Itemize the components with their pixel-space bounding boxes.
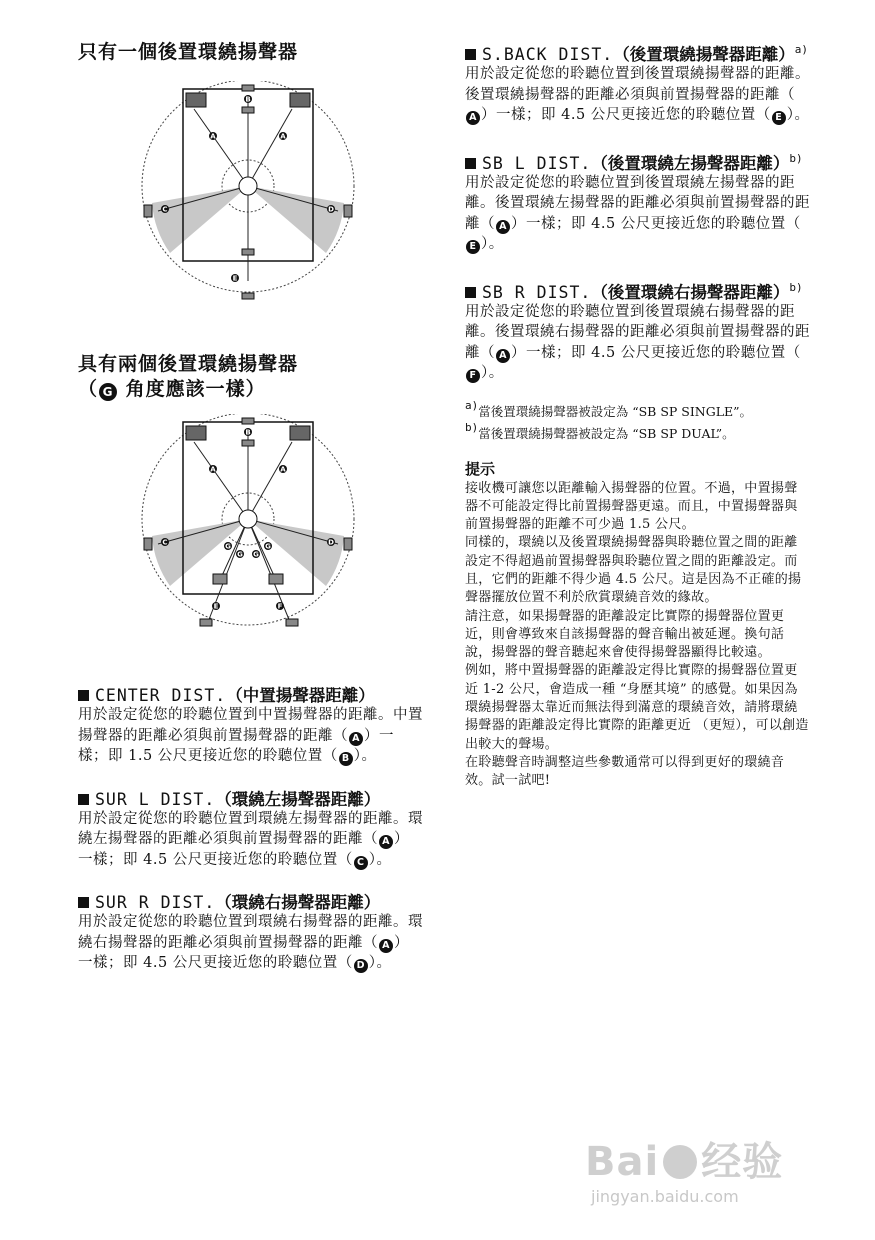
- svg-text:A: A: [280, 132, 286, 141]
- right-column: [465, 40, 810, 791]
- footnote-a: a)當後置環繞揚聲器被設定為 “SB SP SINGLE”。: [465, 398, 753, 419]
- setting-section: [78, 686, 423, 767]
- badge-icon: B: [339, 752, 353, 766]
- square-bullet-icon: [78, 897, 89, 908]
- svg-text:B: B: [245, 428, 251, 437]
- setting-description: 用於設定從您的聆聽位置到環繞左揚聲器的距離。環繞左揚聲器的距離必須與前置揚聲器的距離（ A ）一樣；即 4.5 公尺更接近您的聆聽位置（ C ）。: [78, 810, 423, 868]
- svg-text:E: E: [213, 602, 219, 611]
- badge-icon: E: [466, 240, 480, 254]
- svg-text:A: A: [210, 132, 216, 141]
- badge-icon: A: [496, 349, 510, 363]
- svg-text:G: G: [225, 542, 231, 551]
- setting-description: 用於設定從您的聆聽位置到後置環繞左揚聲器的距離。後置環繞左揚聲器的距離必須與前置揚聲器的距離（ A ）一樣；即 4.5 公尺更接近您的聆聽位置（E ）。: [465, 174, 810, 252]
- badge-icon: E: [772, 111, 786, 125]
- badge-icon: A: [496, 220, 510, 234]
- footnote-b: b)當後置環繞揚聲器被設定為 “SB SP DUAL”。: [465, 420, 735, 441]
- right-sections: [465, 40, 810, 384]
- baidu-watermark: Bai 经验 jingyan.baidu.com: [585, 1139, 784, 1206]
- svg-text:G: G: [237, 550, 243, 559]
- tip-paragraph: 例如，將中置揚聲器的距離設定得比實際的揚聲器位置更近 1-2 公尺，會造成一種 “身歷其境” 的感覺。如果因為環繞揚聲器太靠近而無法得到滿意的環繞音效，請將環繞揚聲器的距離設定得比實際的距離更近 （更短），可以創造出較大的聲場。: [465, 663, 809, 752]
- svg-text:A: A: [210, 465, 216, 474]
- setting-heading: S.BACK DIST.（後置環繞揚聲器距離）$^{a)}$: [465, 40, 810, 64]
- svg-text:C: C: [162, 538, 168, 547]
- setting-description: 用於設定從您的聆聽位置到後置環繞揚聲器的距離。後置環繞揚聲器的距離必須與前置揚聲器的距離（A ）一樣；即 4.5 公尺更接近您的聆聽位置（ E ）。: [465, 66, 810, 123]
- badge-g-icon: G: [99, 383, 117, 401]
- badge-icon: A: [466, 111, 480, 125]
- square-bullet-icon: [465, 158, 476, 169]
- setting-description: 用於設定從您的聆聽位置到中置揚聲器的距離。中置揚聲器的距離必須與前置揚聲器的距離（ A ）一樣；即 1.5 公尺更接近您的聆聽位置（ B ）。: [78, 707, 423, 764]
- square-bullet-icon: [78, 794, 89, 805]
- setting-section: [465, 40, 810, 126]
- square-bullet-icon: [78, 690, 89, 701]
- tip-paragraph: 請注意，如果揚聲器的距離設定比實際的揚聲器位置更近，則會導致來自該揚聲器的聲音輸出被延遲。換句話說，揚聲器的聲音聽起來會使得揚聲器顯得比較遠。: [465, 608, 785, 661]
- tips-heading: 提示: [465, 459, 496, 478]
- svg-text:D: D: [328, 205, 334, 214]
- setting-section: [78, 893, 423, 974]
- badge-icon: A: [379, 835, 393, 849]
- badge-icon: A: [349, 732, 363, 746]
- setting-section: [78, 790, 423, 871]
- paw-icon: [663, 1145, 697, 1179]
- square-bullet-icon: [465, 287, 476, 298]
- badge-icon: D: [354, 959, 368, 973]
- badge-icon: A: [379, 939, 393, 953]
- footnotes: [465, 398, 810, 442]
- single-back-title: 只有一個後置環繞揚聲器: [78, 41, 299, 63]
- square-bullet-icon: [465, 49, 476, 60]
- dual-back-diagram: [140, 414, 355, 644]
- badge-icon: F: [466, 369, 480, 383]
- setting-section: [465, 278, 810, 384]
- dual-back-title: 具有兩個後置環繞揚聲器 （ G 角度應該一樣）: [78, 353, 299, 400]
- setting-heading: SUR L DIST.（環繞左揚聲器距離）: [78, 790, 423, 809]
- setting-heading: SB R DIST.（後置環繞右揚聲器距離）$^{b)}$: [465, 278, 810, 302]
- tip-paragraph: 同樣的，環繞以及後置環繞揚聲器與聆聽位置之間的距離設定不得超過前置揚聲器與聆聽位置之間的距離設定。而且，它們的距離不得少過 4.5 公尺。這是因為不正確的揚聲器擺放位置不利於欣賞環繞音效的緣故。: [465, 535, 802, 606]
- setting-description: 用於設定從您的聆聽位置到環繞右揚聲器的距離。環繞右揚聲器的距離必須與前置揚聲器的距離（ A ）一樣；即 4.5 公尺更接近您的聆聽位置（ D ）。: [78, 914, 423, 971]
- setting-description: 用於設定從您的聆聽位置到後置環繞右揚聲器的距離。後置環繞右揚聲器的距離必須與前置揚聲器的距離（ A ）一樣；即 4.5 公尺更接近您的聆聽位置（F ）。: [465, 303, 810, 381]
- tips-block: [465, 458, 810, 791]
- badge-icon: C: [354, 856, 368, 870]
- svg-text:A: A: [280, 465, 286, 474]
- left-column: [78, 40, 423, 974]
- left-sections: [78, 686, 423, 974]
- svg-text:B: B: [245, 95, 251, 104]
- svg-text:E: E: [232, 274, 238, 283]
- setting-heading: SB L DIST.（後置環繞左揚聲器距離）$^{b)}$: [465, 149, 810, 173]
- setting-heading: CENTER DIST.（中置揚聲器距離）: [78, 686, 423, 705]
- svg-text:G: G: [253, 550, 259, 559]
- svg-text:C: C: [162, 205, 168, 214]
- setting-heading: SUR R DIST.（環繞右揚聲器距離）: [78, 893, 423, 912]
- tip-paragraph: 接收機可讓您以距離輸入揚聲器的位置。不過，中置揚聲器不可能設定得比前置揚聲器更遠。而且，中置揚聲器與前置揚聲器的距離不可少過 1.5 公尺。: [465, 480, 798, 533]
- single-back-diagram: [140, 81, 355, 306]
- svg-text:D: D: [328, 538, 334, 547]
- setting-section: [465, 149, 810, 255]
- svg-text:G: G: [265, 542, 271, 551]
- tip-paragraph: 在聆聽聲音時調整這些參數通常可以得到更好的環繞音效。試一試吧!: [465, 754, 785, 789]
- svg-text:F: F: [277, 602, 283, 611]
